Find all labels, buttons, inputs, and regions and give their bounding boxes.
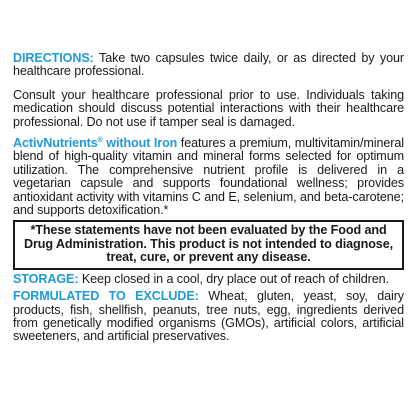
directions-text: Take two capsules twice daily, or as directed by your healthcare professional.: [13, 51, 405, 79]
directions-paragraph: [13, 52, 404, 79]
supplement-label-panel: [13, 52, 404, 344]
exclusions-text: Wheat, gluten, yeast, soy, dairy products, fish, shellfish, peanuts, tree nuts, egg, ingredients derived from genetically modified organisms (GMOs), artificial colors, artificial sweeteners, and artificial preservatives.: [13, 289, 405, 344]
product-name: ActivNutrients: [13, 136, 98, 151]
product-variant: without Iron: [102, 136, 178, 151]
exclusions-paragraph: [13, 290, 404, 344]
storage-heading: STORAGE:: [13, 271, 79, 286]
directions-heading: DIRECTIONS:: [13, 51, 94, 65]
storage-paragraph: [13, 273, 404, 286]
product-description: [13, 137, 404, 217]
exclusions-heading: FORMULATED TO EXCLUDE:: [13, 289, 199, 304]
product-description-text: features a premium, multivitamin/mineral blend of high-quality vitamin and mineral forms selected for optimum utilization. The comprehensive nutrient profile is delivered in a vegetarian capsule and supports foundational wellness; provides antioxidant activity with vitamins C and E, selenium, and beta-carotene; and supports detoxification.*: [13, 136, 404, 218]
registered-trademark: ®: [97, 136, 103, 144]
storage-text: Keep closed in a cool, dry place out of reach of children.: [78, 271, 389, 286]
fda-disclaimer-box: [13, 220, 404, 269]
fda-disclaimer-text: *These statements have not been evaluated by the Food and Drug Administration. This product is not intended to diagnose, treat, cure, or prevent any disease.: [23, 223, 394, 265]
consult-paragraph: Consult your healthcare professional prior to use. Individuals taking medication should discuss potential interactions with their healthcare professional. Do not use if tamper seal is damaged.: [13, 87, 404, 129]
